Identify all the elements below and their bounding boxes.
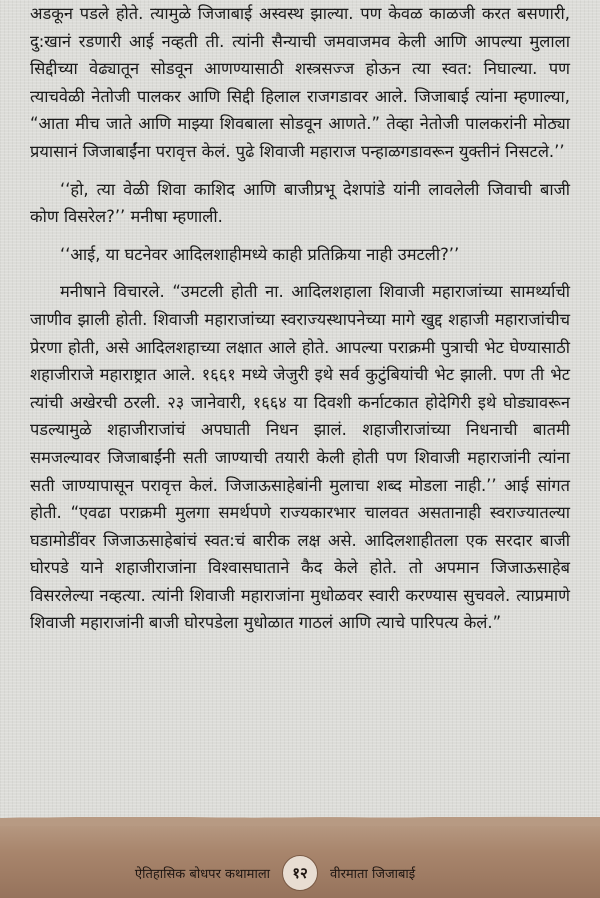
- page-number: १२: [282, 855, 318, 891]
- paragraph-3: ‘‘आई, या घटनेवर आदिलशाहीमध्ये काही प्रतिक्रिया नाही उमटली?’’: [60, 244, 460, 264]
- paragraph-1: अडकून पडले होते. त्यामुळे जिजाबाई अस्वस्थ झाल्या. पण केवळ काळजी करत बसणारी, दु:खानं रडणारी आई नव्हती ती. त्यांनी सैन्याची जमवाजमव केली आणि आपल्या मुलाला सिद्दीच्या वेढ्यातून सोडवून आणण्यासाठी शस्त्रसज्ज होऊन त्या स्वत: निघाल्या. पण त्याचवेळी नेतोजी पालकर आणि सिद्दी हिलाल राजगडावर आले. जिजाबाई त्यांना म्हणाल्या, “आता मीच जाते आणि माझ्या शिवबाला सोडवून आणते.” तेव्हा नेतोजी पालकरांनी मोठ्या प्रयासानं जिजाबाईंना परावृत्त केलं. पुढे शिवाजी महाराज पन्हाळगडावरून युक्तीनं निसटले.’’: [30, 4, 570, 161]
- torn-paper-edge: [0, 812, 600, 826]
- footer-row: [0, 856, 600, 890]
- page-body: [30, 0, 570, 637]
- page-footer: [0, 822, 600, 898]
- paragraph-2: ‘‘हो, त्या वेळी शिवा काशिद आणि बाजीप्रभू देशपांडे यांनी लावलेली जिवाची बाजी कोण विसरेल?’’ मनीषा म्हणाली.: [30, 179, 570, 227]
- paragraph-4: मनीषाने विचारले. “उमटली होती ना. आदिलशहाला शिवाजी महाराजांच्या सामर्थ्याची जाणीव झाली होती. शिवाजी महाराजांच्या स्वराज्यस्थापनेच्या मागे खुद्द शहाजी महाराजांचीच प्रेरणा होती, असे आदिलशहाच्या लक्षात आले होते. आपल्या पराक्रमी पुत्राची भेट घेण्यासाठी शहाजीराजे महाराष्ट्रात आले. १६६१ मध्ये जेजुरी इथे सर्व कुटुंबियांची भेट झाली. पण ती भेट त्यांची अखेरची ठरली. २३ जानेवारी, १६६४ या दिवशी कर्नाटकात होदेगिरी इथे घोड्यावरून पडल्यामुळे शहाजीराजांचं अपघाती निधन झालं. शहाजीराजांच्या निधनाची बातमी समजल्यावर जिजाबाईंनी सती जाण्याची तयारी केली होती पण शिवाजी महाराजांनी त्यांना सती जाण्यापासून परावृत्त केलं. जिजाऊसाहेबांनी मुलाचा शब्द मोडला नाही.’’ आई सांगत होती. “एवढा पराक्रमी मुलगा समर्थपणे राज्यकारभार चालवत असतानाही स्वराज्यातल्या घडामोडींवर जिजाऊसाहेबांचं स्वत:चं बारीक लक्ष असे. आदिलशाहीतला एक सरदार बाजी घोरपडे याने शहाजीराजांना विश्वासघाताने कैद केले होते. तो अपमान जिजाऊसाहेब विसरलेल्या नव्हत्या. त्यांनी शिवाजी महाराजांना मुधोळवर स्वारी करण्यास सुचवले. त्याप्रमाणे शिवाजी महाराजांनी बाजी घोरपडेला मुधोळात गाठलं आणि त्याचे पारिपत्य केलं.”: [30, 282, 570, 633]
- book-title: वीरमाता जिजाबाई: [330, 867, 416, 882]
- series-name: ऐतिहासिक बोधपर कथामाला: [134, 867, 270, 882]
